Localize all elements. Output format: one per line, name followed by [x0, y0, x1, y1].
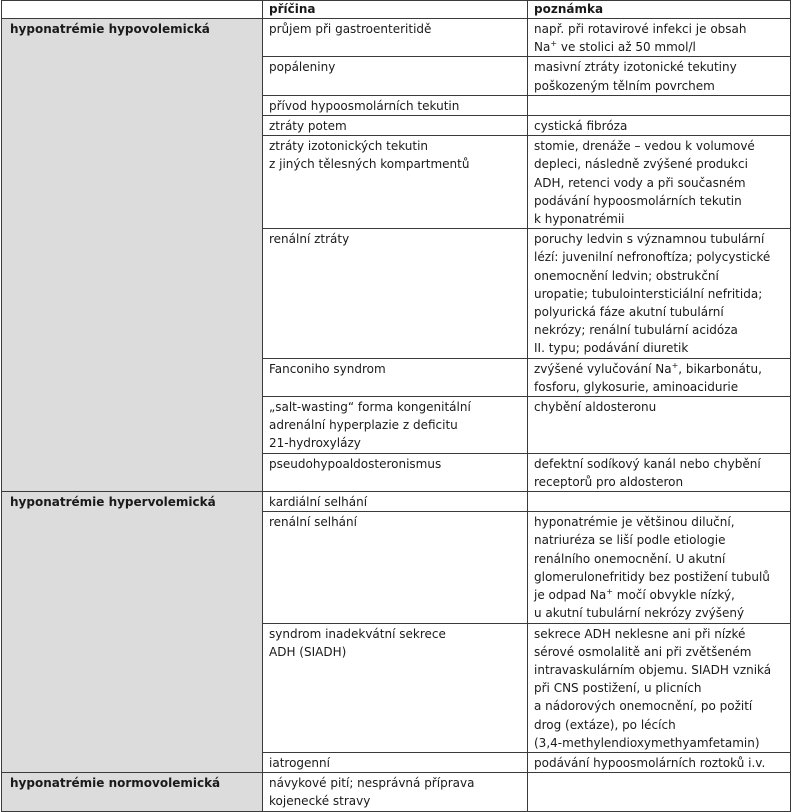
- header-note: poznámka: [528, 1, 791, 19]
- cause-cell: Fanconiho syndrom: [263, 358, 528, 396]
- cause-cell: návykové pití; nesprávná příprava kojenecké stravy: [263, 773, 528, 811]
- cause-cell: ztráty izotonických tekutin z jiných tělesných kompartmentů: [263, 136, 528, 229]
- note-cell: poruchy ledvin s významnou tubulární lézí: juvenilní nefronoftíza; polycystické onemocnění ledvin; obstrukční uropatie; tubulointersticiální nefritida; polyurická fáze akutní tubulární nekrózy; renální tubulární acidóza II. typu; podávání diuretik: [528, 229, 791, 358]
- note-cell: [528, 773, 791, 811]
- cause-cell: renální ztráty: [263, 229, 528, 358]
- note-cell: stomie, drenáže – vedou k volumové depleci, následně zvýšené produkci ADH, retenci vody a při současném podávání hypoosmolárních tekutin k hyponatrémii: [528, 136, 791, 229]
- header-row: [2, 1, 791, 19]
- table-row: [2, 19, 791, 57]
- group-label: hyponatrémie hypervolemická: [2, 492, 263, 773]
- note-cell: [528, 95, 791, 115]
- group-label: hyponatrémie hypovolemická: [2, 19, 263, 492]
- header-blank: [2, 1, 263, 19]
- table-row: [2, 773, 791, 811]
- cause-cell: renální selhání: [263, 512, 528, 623]
- cause-cell: iatrogenní: [263, 752, 528, 772]
- table-row: [2, 492, 791, 512]
- note-cell: defektní sodíkový kanál nebo chybění receptorů pro aldosteron: [528, 453, 791, 491]
- cause-cell: pseudohypoaldosteronismus: [263, 453, 528, 491]
- note-cell: hyponatrémie je většinou diluční, natriuréza se liší podle etiologie renálního onemocnění. U akutní glomerulonefritidy bez postižení tubulů je odpad Na+ močí obvykle nízký, u akutní tubulární nekrózy zvýšený: [528, 512, 791, 623]
- cause-cell: syndrom inadekvátní sekrece ADH (SIADH): [263, 623, 528, 752]
- note-cell: [528, 492, 791, 512]
- cause-cell: přívod hypoosmolárních tekutin: [263, 95, 528, 115]
- header-cause: příčina: [263, 1, 528, 19]
- note-cell: podávání hypoosmolárních roztoků i.v.: [528, 752, 791, 772]
- note-cell: chybění aldosteronu: [528, 397, 791, 454]
- group-label: hyponatrémie normovolemická: [2, 773, 263, 811]
- cause-cell: průjem při gastroenteritidě: [263, 19, 528, 57]
- cause-cell: popáleniny: [263, 57, 528, 95]
- note-cell: cystická fibróza: [528, 116, 791, 136]
- hyponatremia-table: [1, 0, 791, 812]
- cause-cell: ztráty potem: [263, 116, 528, 136]
- cause-cell: „salt-wasting“ forma kongenitální adrenální hyperplazie z deficitu 21-hydroxylázy: [263, 397, 528, 454]
- note-cell: masivní ztráty izotonické tekutiny poškozeným tělním povrchem: [528, 57, 791, 95]
- note-cell: sekrece ADH neklesne ani při nízké sérové osmolalitě ani při zvětšeném intravaskulárním objemu. SIADH vzniká při CNS postižení, u plicních a nádorových onemocnění, po požití drog (extáze), po lécích (3,4-methylendioxymethyamfetamin): [528, 623, 791, 752]
- table-body: [2, 19, 791, 812]
- cause-cell: kardiální selhání: [263, 492, 528, 512]
- note-cell: zvýšené vylučování Na+, bikarbonátu, fosforu, glykosurie, aminoacidurie: [528, 358, 791, 396]
- note-cell: např. při rotavirové infekci je obsah Na+ ve stolici až 50 mmol/l: [528, 19, 791, 57]
